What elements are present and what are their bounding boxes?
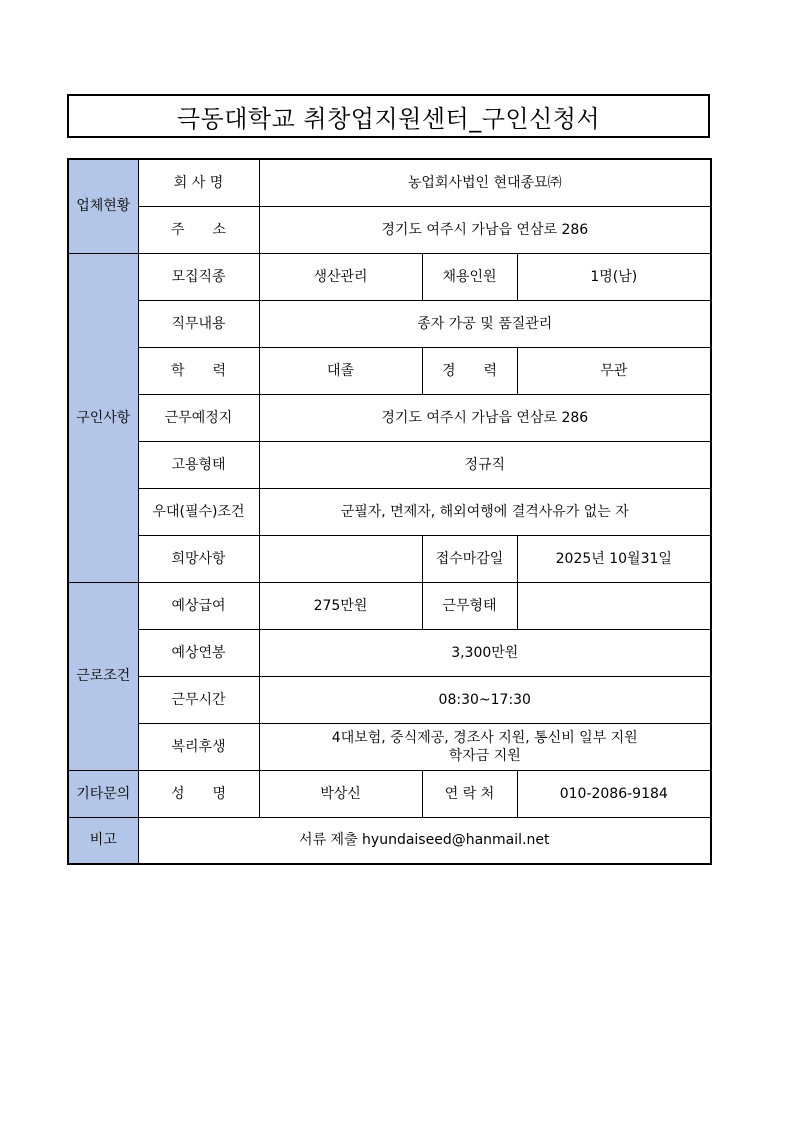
education-value: 대졸 <box>259 347 422 394</box>
job-row <box>68 253 711 300</box>
note-row <box>68 817 711 864</box>
wish-label: 희망사항 <box>138 535 259 582</box>
welfare-label: 복리후생 <box>138 723 259 770</box>
category-company: 업체현황 <box>68 159 138 253</box>
note-value: 서류 제출 hyundaiseed@hanmail.net <box>138 817 711 864</box>
welfare-value <box>259 723 711 770</box>
workplace-value: 경기도 여주시 가남읍 연삼로 286 <box>259 394 711 441</box>
category-note: 비고 <box>68 817 138 864</box>
headcount-label: 채용인원 <box>422 253 517 300</box>
company-address-value: 경기도 여주시 가남읍 연삼로 286 <box>259 206 711 253</box>
employment-value: 정규직 <box>259 441 711 488</box>
salary-row <box>68 582 711 629</box>
preference-value: 군필자, 면제자, 해외여행에 결격사유가 없는 자 <box>259 488 711 535</box>
form-title: 극동대학교 취창업지원센터_구인신청서 <box>67 94 710 138</box>
contact-phone-value: 010-2086-9184 <box>517 770 711 817</box>
company-address-label: 주 소 <box>138 206 259 253</box>
worktype-label: 근무형태 <box>422 582 517 629</box>
salary-value: 275만원 <box>259 582 422 629</box>
category-conditions: 근로조건 <box>68 582 138 770</box>
company-address-row <box>68 206 711 253</box>
welfare-line-2: 학자금 지원 <box>448 747 521 764</box>
company-name-row <box>68 159 711 206</box>
welfare-line-1: 4대보험, 중식제공, 경조사 지원, 통신비 일부 지원 <box>331 729 638 746</box>
job-value: 생산관리 <box>259 253 422 300</box>
education-label: 학 력 <box>138 347 259 394</box>
contact-phone-label: 연 락 처 <box>422 770 517 817</box>
duty-row <box>68 300 711 347</box>
workplace-label: 근무예정지 <box>138 394 259 441</box>
employment-label: 고용형태 <box>138 441 259 488</box>
workplace-row <box>68 394 711 441</box>
contact-name-label: 성 명 <box>138 770 259 817</box>
preference-label: 우대(필수)조건 <box>138 488 259 535</box>
duty-label: 직무내용 <box>138 300 259 347</box>
employment-row <box>68 441 711 488</box>
headcount-value: 1명(남) <box>517 253 711 300</box>
category-contact: 기타문의 <box>68 770 138 817</box>
job-label: 모집직종 <box>138 253 259 300</box>
contact-name-value: 박상신 <box>259 770 422 817</box>
wish-value <box>259 535 422 582</box>
hours-label: 근무시간 <box>138 676 259 723</box>
company-name-value: 농업회사법인 현대종묘㈜ <box>259 159 711 206</box>
hours-value: 08:30~17:30 <box>259 676 711 723</box>
category-recruit: 구인사항 <box>68 253 138 582</box>
annual-value: 3,300만원 <box>259 629 711 676</box>
wish-row <box>68 535 711 582</box>
experience-label: 경 력 <box>422 347 517 394</box>
company-name-label: 회 사 명 <box>138 159 259 206</box>
annual-label: 예상연봉 <box>138 629 259 676</box>
salary-label: 예상급여 <box>138 582 259 629</box>
welfare-row <box>68 723 711 770</box>
deadline-value: 2025년 10월31일 <box>517 535 711 582</box>
deadline-label: 접수마감일 <box>422 535 517 582</box>
preference-row <box>68 488 711 535</box>
annual-row <box>68 629 711 676</box>
hours-row <box>68 676 711 723</box>
contact-row <box>68 770 711 817</box>
duty-value: 종자 가공 및 품질관리 <box>259 300 711 347</box>
experience-value: 무관 <box>517 347 711 394</box>
worktype-value <box>517 582 711 629</box>
job-request-form <box>67 158 712 865</box>
education-row <box>68 347 711 394</box>
